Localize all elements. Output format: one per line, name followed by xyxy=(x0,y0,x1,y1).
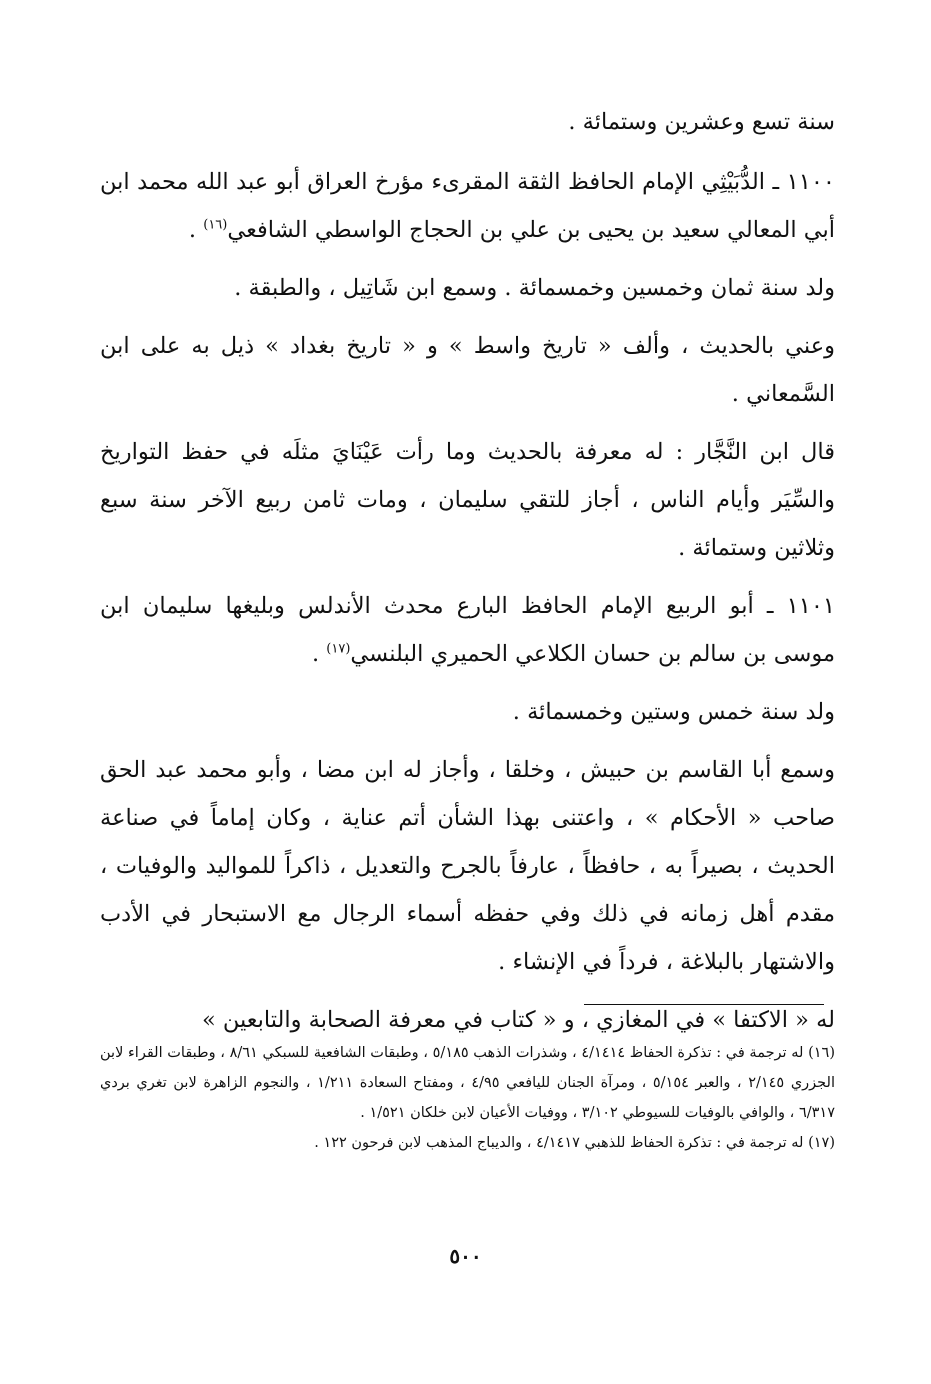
paragraph-continuation: سنة تسع وعشرين وستمائة . xyxy=(568,109,835,135)
footnote-17: (١٧) له ترجمة في : تذكرة الحفاظ للذهبي ٤/١٤١٧ ، والديباج المذهب لابن فرحون ١٢٢ . xyxy=(314,1135,835,1151)
page-number: ٥٠٠ xyxy=(449,1244,482,1268)
main-text xyxy=(100,98,835,1054)
entry-1101-text: ١١٠١ ـ أبو الربيع الإمام الحافظ البارع محدث الأندلس وبليغها سليمان ابن موسى بن سالم بن حسان الكلاعي الحميري البلنسي xyxy=(100,593,835,667)
footnote-ref-17[interactable]: (١٧) xyxy=(326,641,351,657)
entry-1100-works: وعني بالحديث ، وألف « تاريخ واسط » و « تاريخ بغداد » ذيل به على ابن السَّمعاني . xyxy=(100,333,835,407)
entry-1100-birth: ولد سنة ثمان وخمسين وخمسمائة . وسمع ابن شَاتِيل ، والطبقة . xyxy=(234,275,835,301)
footnote-ref-16[interactable]: (١٦) xyxy=(203,217,228,233)
entry-1100-heading xyxy=(100,158,835,254)
entry-1100-text: ١١٠٠ ـ الدُّبَيْثِي الإمام الحافظ الثقة المقرىء مؤرخ العراق أبو عبد الله محمد ابن أبي المعالي سعيد بن يحيى بن علي بن الحجاج الواسطي الشافعي xyxy=(100,169,835,243)
footnotes xyxy=(100,1038,835,1158)
footnote-16: (١٦) له ترجمة في : تذكرة الحفاظ ٤/١٤١٤ ، وشذرات الذهب ٥/١٨٥ ، وطبقات الشافعية للسبكي ٨/٦١ ، وطبقات القراء لابن الجزري ٢/١٤٥ ، والعبر ٥/١٥٤ ، ومرآة الجنان لليافعي ٤/٩٥ ، ومفتاح السعادة ١/٢١١ ، والنجوم الزاهرة لابن تغري بردي ٦/٣١٧ ، والوافي بالوفيات للسيوطي ٣/١٠٢ ، ووفيات الأعيان لابن خلكان ١/٥٢١ . xyxy=(100,1045,835,1121)
footnote-separator xyxy=(584,1004,824,1005)
entry-1100-quote: قال ابن النَّجَّار : له معرفة بالحديث وما رأت عَيْنَايَ مثلَه في حفظ التواريخ والسِّيَر وأيام الناس ، أجاز للتقي سليمان ، ومات ثامن ربيع الآخر سنة سبع وثلاثين وستمائة . xyxy=(100,439,835,561)
entry-1101-heading xyxy=(100,582,835,678)
entry-1101-biography: وسمع أبا القاسم بن حبيش ، وخلقا ، وأجاز له ابن مضا ، وأبو محمد عبد الحق صاحب « الأحكام » ، واعتنى بهذا الشأن أتم عناية ، وكان إماماً في صناعة الحديث ، بصيراً به ، حافظاً ، عارفاً بالجرح والتعديل ، ذاكراً للمواليد والوفيات ، مقدم أهل زمانه في ذلك وفي حفظه أسماء الرجال مع الاستبحار في الأدب والاشتهار بالبلاغة ، فرداً في الإنشاء . xyxy=(100,757,835,975)
entry-1101-works: له « الاكتفا » في المغازي ، و « كتاب في معرفة الصحابة والتابعين » xyxy=(201,1007,835,1033)
entry-1101-end: . xyxy=(311,641,327,667)
entry-1101-birth: ولد سنة خمس وستين وخمسمائة . xyxy=(512,699,835,725)
entry-1100-end: . xyxy=(188,217,204,243)
